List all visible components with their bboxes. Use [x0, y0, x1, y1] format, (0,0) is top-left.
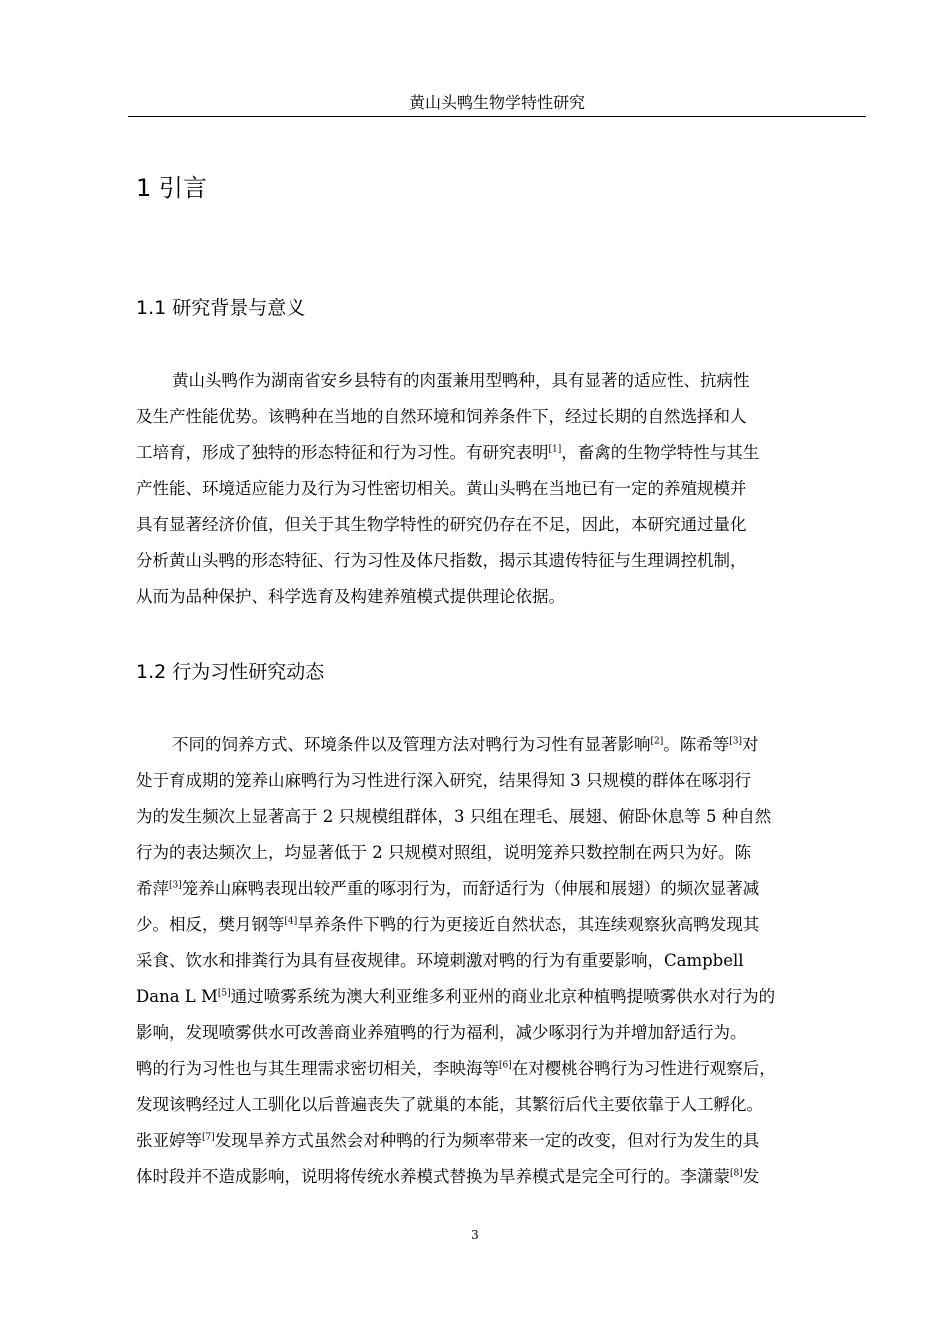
paragraph-line: 为的发生频次上显著高于 2 只规模组群体，3 只组在理毛、展翅、俯卧休息等 5 种自然: [136, 807, 772, 826]
citation: [6]: [499, 1060, 512, 1071]
paragraph-line: [136, 1129, 866, 1153]
line-text: 笼养山麻鸭表现出较严重的啄羽行为，而舒适行为（伸展和展翅）的频次显著减: [181, 879, 760, 898]
section-title-1-1: 1.1 研究背景与意义: [136, 297, 306, 319]
line-text: 希萍: [136, 879, 169, 898]
paragraph-line: [136, 441, 866, 465]
line-text: 通过喷雾系统为澳大利亚维多利亚州的商业北京种植鸭提喷雾供水对行为的: [230, 987, 776, 1006]
line-text: 旱养条件下鸭的行为更接近自然状态，其连续观察狄高鸭发现其: [297, 915, 760, 934]
line-text: 张亚婷等: [136, 1131, 202, 1150]
chapter-title: 1 引言: [136, 174, 207, 202]
paragraph-line: 采食、饮水和排粪行为具有昼夜规律。环境刺激对鸭的行为有重要影响，Campbell: [136, 951, 744, 970]
paragraph-line: [136, 913, 866, 937]
paragraph-line: 具有显著经济价值，但关于其生物学特性的研究仍存在不足，因此，本研究通过量化: [136, 515, 747, 534]
line-text: 少。相反，樊月钢等: [136, 915, 285, 934]
citation: [7]: [202, 1132, 215, 1143]
line-text: 体时段并不造成影响，说明将传统水养模式替换为旱养模式是完全可行的。李潇蒙: [136, 1167, 730, 1186]
line-text: 。陈希等: [663, 735, 730, 754]
line-text: Dana L M: [136, 987, 218, 1006]
paragraph-line: [136, 1057, 866, 1081]
line-text: 不同的饲养方式、环境条件以及管理方法对鸭行为习性有显著影响: [172, 735, 651, 754]
citation: [1]: [548, 444, 562, 455]
line-text: 在对樱桃谷鸭行为习性进行观察后，: [511, 1059, 776, 1078]
paragraph-line: 黄山头鸭作为湖南省安乡县特有的肉蛋兼用型鸭种，具有显著的适应性、抗病性: [172, 371, 750, 390]
line-text: 鸭的行为习性也与其生理需求密切相关，李映海等: [136, 1059, 499, 1078]
paragraph-line: [136, 877, 866, 901]
line-text: 发现旱养方式虽然会对种鸭的行为频率带来一定的改变，但对行为发生的具: [214, 1131, 760, 1150]
header-rule: [128, 116, 866, 117]
line-text: 工培育，形成了独特的形态特征和行为习性。有研究表明: [136, 443, 549, 462]
section-title-1-2: 1.2 行为习性研究动态: [136, 661, 325, 683]
citation: [5]: [217, 988, 231, 999]
line-text: ，畜禽的生物学特性与其生: [561, 443, 760, 462]
line-text: 发: [742, 1167, 760, 1186]
page-number: 3: [471, 1228, 479, 1242]
paragraph-line: 行为的表达频次上，均显著低于 2 只规模对照组，说明笼养只数控制在两只为好。陈: [136, 843, 751, 862]
paragraph-line: [172, 733, 902, 757]
paragraph-line: 从而为品种保护、科学选育及构建养殖模式提供理论依据。: [136, 587, 565, 606]
paragraph-line: [136, 1165, 866, 1189]
paragraph-line: [136, 985, 866, 1009]
paragraph-line: 分析黄山头鸭的形态特征、行为习性及体尺指数，揭示其遗传特征与生理调控机制，: [136, 551, 747, 570]
citation: [2]: [650, 736, 664, 747]
running-header: 黄山头鸭生物学特性研究: [408, 93, 585, 112]
citation: [8]: [730, 1168, 743, 1179]
paragraph-line: 发现该鸭经过人工驯化以后普遍丧失了就巢的本能，其繁衍后代主要依靠于人工孵化。: [136, 1095, 763, 1114]
paragraph-line: 及生产性能优势。该鸭种在当地的自然环境和饲养条件下，经过长期的自然选择和人: [136, 407, 747, 426]
paragraph-line: 影响，发现喷雾供水可改善商业养殖鸭的行为福利，减少啄羽行为并增加舒适行为。: [136, 1023, 747, 1042]
citation: [3]: [729, 736, 742, 747]
line-text: 对: [742, 735, 759, 754]
citation: [3]: [169, 880, 182, 891]
citation: [4]: [284, 916, 298, 927]
paragraph-line: 产性能、环境适应能力及行为习性密切相关。黄山头鸭在当地已有一定的养殖规模并: [136, 479, 747, 498]
paragraph-line: 处于育成期的笼养山麻鸭行为习性进行深入研究，结果得知 3 只规模的群体在啄羽行: [136, 771, 751, 790]
